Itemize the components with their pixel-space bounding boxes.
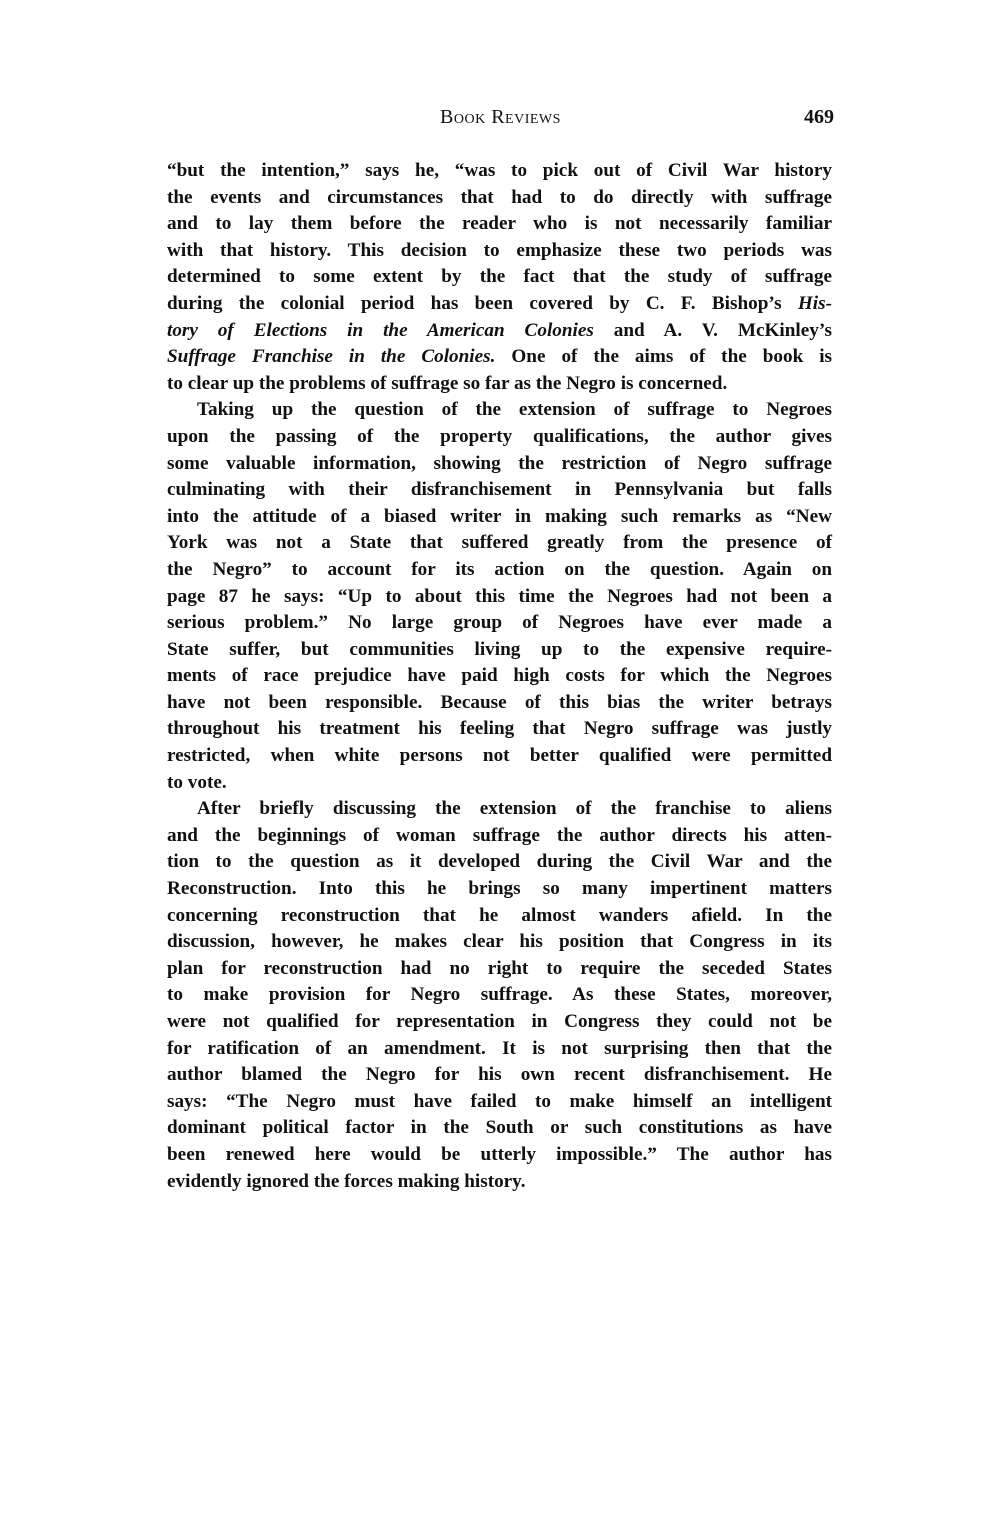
text-segment: upon the passing of the property qualifications, the author gives <box>167 425 832 447</box>
text-line <box>167 770 832 797</box>
text-segment: for ratification of an amendment. It is not surprising then that the <box>167 1037 832 1059</box>
paragraph <box>167 158 832 397</box>
text-line <box>167 823 832 850</box>
text-segment: were not qualified for representation in Congress they could not be <box>167 1011 832 1032</box>
text-line <box>167 477 832 504</box>
text-line <box>167 397 832 424</box>
text-segment: to vote. <box>167 771 227 793</box>
text-segment: culminating with their disfranchisement in Pennsylvania but falls <box>167 479 832 501</box>
text-segment: ments of race prejudice have paid high costs for which the Negroes <box>167 665 832 687</box>
text-line <box>167 424 832 451</box>
text-line <box>167 264 832 291</box>
text-segment: during the colonial period has been covered by C. F. Bishop’s <box>167 292 798 314</box>
text-line <box>167 530 832 557</box>
text-line <box>167 956 832 983</box>
text-segment: with that history. This decision to emphasize these two periods was <box>167 239 832 261</box>
text-segment: have not been responsible. Because of this bias the writer betrays <box>167 691 832 713</box>
text-line <box>167 1089 832 1116</box>
text-segment: One of the aims of the book is <box>495 346 832 368</box>
paragraph <box>167 397 832 796</box>
text-line <box>167 557 832 584</box>
text-line <box>167 903 832 930</box>
page-header <box>167 106 834 134</box>
text-segment: serious problem.” No large group of Negroes have ever made a <box>167 612 832 634</box>
italic-title-text: His- <box>797 292 832 314</box>
text-line <box>167 1062 832 1089</box>
text-segment: Reconstruction. Into this he brings so many impertinent matters <box>167 878 832 900</box>
text-segment: restricted, when white persons not better qualified were permitted <box>167 745 832 767</box>
text-line <box>167 211 832 238</box>
text-segment: tion to the question as it developed during the Civil War and the <box>167 851 832 873</box>
text-line <box>167 663 832 690</box>
page-number: 469 <box>804 106 834 128</box>
text-segment: dominant political factor in the South or such constitutions as have <box>167 1117 832 1139</box>
text-segment: and the beginnings of woman suffrage the author directs his atten- <box>167 824 832 846</box>
text-line <box>167 318 832 345</box>
text-segment: page 87 he says: “Up to about this time the Negroes had not been a <box>167 585 832 607</box>
text-segment: some valuable information, showing the restriction of Negro suffrage <box>167 452 832 474</box>
running-head: Book Reviews <box>440 106 561 128</box>
text-line <box>167 371 832 398</box>
text-segment: evidently ignored the forces making history. <box>167 1170 526 1192</box>
text-line <box>167 344 832 371</box>
text-segment: into the attitude of a biased writer in making such remarks as “New <box>167 505 832 527</box>
text-line <box>167 637 832 664</box>
text-segment: concerning reconstruction that he almost wanders afield. In the <box>167 904 832 926</box>
text-line <box>167 1142 832 1169</box>
text-segment: been renewed here would be utterly impossible.” The author has <box>167 1143 832 1165</box>
text-segment: York was not a State that suffered greatly from the presence of <box>167 532 832 554</box>
text-line <box>167 238 832 265</box>
text-segment: author blamed the Negro for his own recent disfranchisement. He <box>167 1064 832 1086</box>
text-segment: State suffer, but communities living up to the expensive require- <box>167 638 832 660</box>
italic-title-text: Suffrage Franchise in the Colonies. <box>167 346 496 368</box>
text-line <box>167 504 832 531</box>
text-line <box>167 982 832 1009</box>
text-segment: to clear up the problems of suffrage so far as the Negro is concerned. <box>167 372 728 394</box>
text-segment: plan for reconstruction had no right to require the seceded States <box>167 957 832 979</box>
text-segment: determined to some extent by the fact that the study of suffrage <box>167 266 832 288</box>
text-line <box>167 291 832 318</box>
text-line <box>167 158 832 185</box>
text-line <box>167 743 832 770</box>
text-line <box>167 849 832 876</box>
text-segment: says: “The Negro must have failed to make himself an intelligent <box>167 1090 832 1112</box>
text-segment: throughout his treatment his feeling that Negro suffrage was justly <box>167 718 832 740</box>
text-line <box>167 451 832 478</box>
text-line <box>167 716 832 743</box>
text-line <box>167 1115 832 1142</box>
review-body <box>167 158 832 1195</box>
text-line <box>167 610 832 637</box>
text-line <box>167 185 832 212</box>
text-line <box>167 796 832 823</box>
italic-title-text: tory of Elections in the American Colonies <box>167 319 594 341</box>
text-line <box>167 584 832 611</box>
text-segment: to make provision for Negro suffrage. As these States, moreover, <box>167 984 832 1006</box>
text-segment: Taking up the question of the extension of suffrage to Negroes <box>197 399 832 421</box>
text-segment: the events and circumstances that had to do directly with suffrage <box>167 186 832 208</box>
text-line <box>167 1036 832 1063</box>
text-segment: After briefly discussing the extension of the franchise to aliens <box>197 798 832 820</box>
text-line <box>167 690 832 717</box>
text-line <box>167 876 832 903</box>
paragraph <box>167 796 832 1195</box>
text-segment: “but the intention,” says he, “was to pick out of Civil War history <box>167 160 832 181</box>
text-segment: and to lay them before the reader who is not necessarily familiar <box>167 213 832 235</box>
text-line <box>167 929 832 956</box>
text-segment: the Negro” to account for its action on the question. Again on <box>167 558 832 580</box>
text-segment: and A. V. McKinley’s <box>593 319 833 341</box>
text-line <box>167 1009 832 1036</box>
text-line <box>167 1169 832 1196</box>
text-segment: discussion, however, he makes clear his position that Congress in its <box>167 931 832 953</box>
